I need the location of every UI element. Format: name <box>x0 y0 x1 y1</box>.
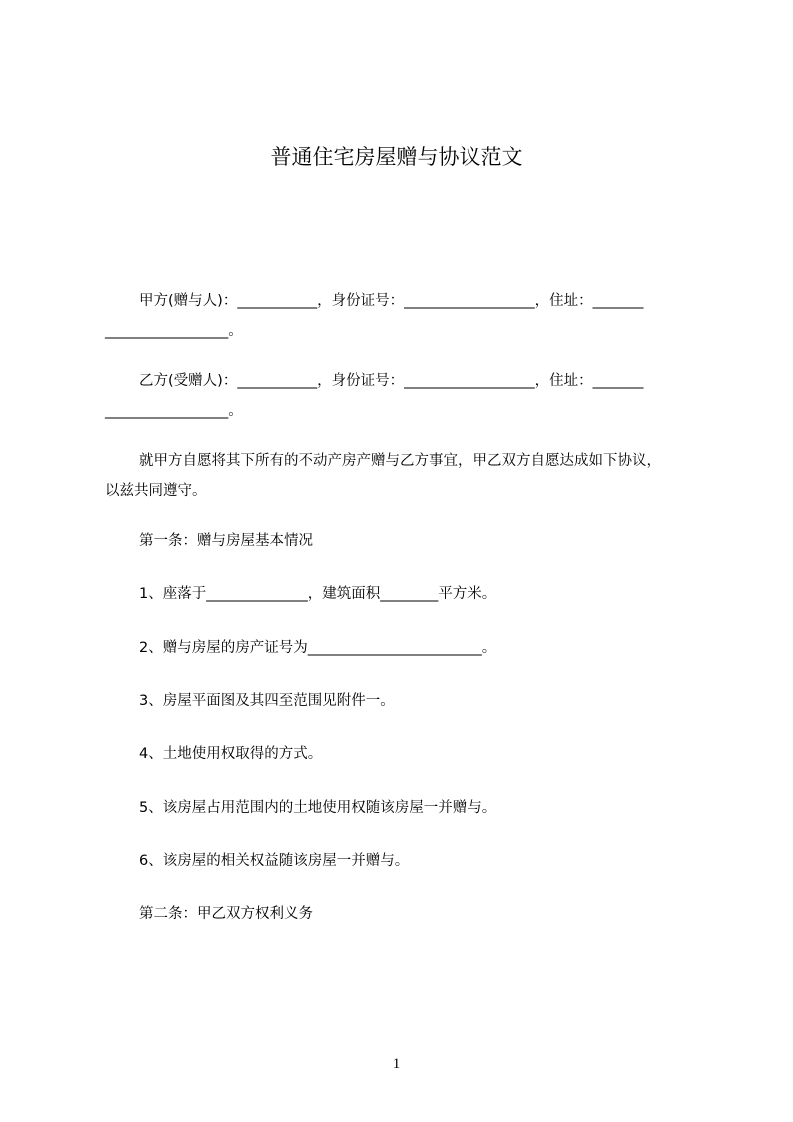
clause-item-6: 6、该房屋的相关权益随该房屋一并赠与。 <box>139 853 410 869</box>
party-a-line-1: 甲方(赠与人)：___________，身份证号：__________________，住址：_______ <box>139 293 644 309</box>
preamble-line-1: 就甲方自愿将其下所有的不动产房产赠与乙方事宜，甲乙双方自愿达成如下协议， <box>139 453 661 469</box>
clause-item-1: 1、座落于______________，建筑面积________平方米。 <box>139 586 497 602</box>
preamble-paragraph <box>105 446 705 506</box>
article-1-heading: 第一条：赠与房屋基本情况 <box>139 533 313 549</box>
clause-item-3: 3、房屋平面图及其四至范围见附件一。 <box>139 693 395 709</box>
preamble-line-2: 以兹共同遵守。 <box>105 483 207 499</box>
party-a-line-2: _________________。 <box>105 323 243 339</box>
clause-item-2: 2、赠与房屋的房产证号为________________________。 <box>139 640 497 656</box>
clause-item-4: 4、土地使用权取得的方式。 <box>139 746 323 762</box>
article-2-heading: 第二条：甲乙双方权利义务 <box>139 906 313 922</box>
party-b-paragraph <box>105 366 705 426</box>
party-b-line-2: _________________。 <box>105 403 243 419</box>
clause-item-5: 5、该房屋占用范围内的土地使用权随该房屋一并赠与。 <box>139 800 497 816</box>
party-a-paragraph <box>105 286 705 346</box>
party-b-line-1: 乙方(受赠人)：___________，身份证号：__________________，住址：_______ <box>139 373 644 389</box>
page-number: 1 <box>392 1056 401 1072</box>
document-title: 普通住宅房屋赠与协议范文 <box>270 145 523 169</box>
